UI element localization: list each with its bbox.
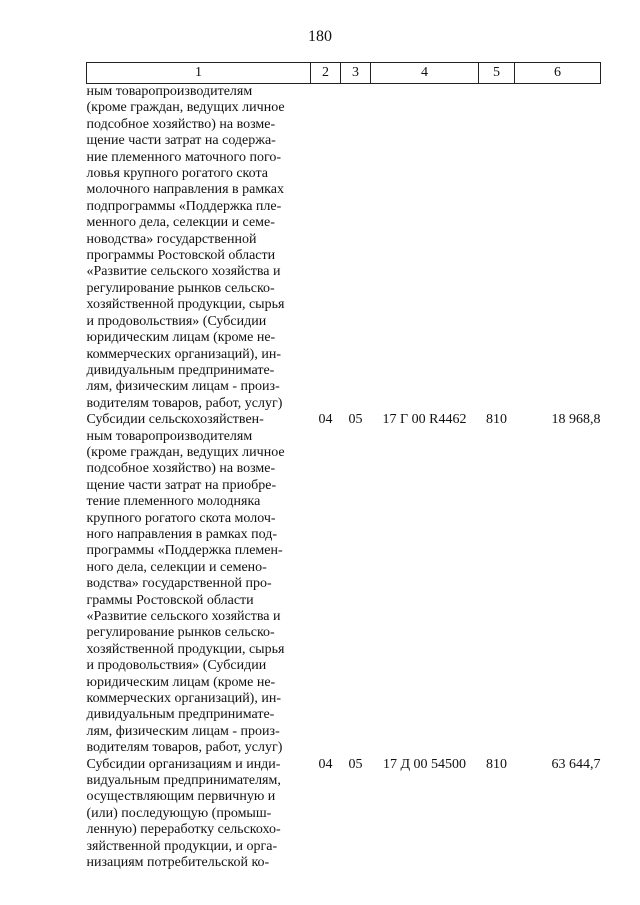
row-subsection-code	[341, 84, 371, 413]
row-amount: 63 644,7	[551, 756, 601, 772]
column-header-6: 6	[515, 63, 601, 84]
column-header-1: 1	[87, 63, 311, 84]
header-row	[87, 63, 601, 84]
row-description: ным товаропроизводителям (кроме граждан, ведущих личное подсобное хозяйство) на возме- щение части затрат на содержа- ние племенного маточного пого- ловья крупного рогатого скота молочного направления в рамках подпрограммы «Поддержка пле- менного дела, селекции и семе- новодства» государственной программы Ростовской области «Развитие сельского хозяйства и регулирование рынков сельско- хозяйственной продукции, сырья и продовольствия» (Субсидии юридическим лицам (кроме не- коммерческих организаций), ин- дивидуальным предпринимате- лям, физическим лицам - произ- водителям товаров, работ, услуг)	[86, 84, 285, 411]
row-section-code: 04	[318, 412, 333, 428]
page-number: 180	[308, 28, 332, 45]
row-target-article: 17 Д 00 54500	[382, 756, 467, 772]
budget-table	[86, 62, 601, 872]
table-row	[87, 757, 601, 872]
row-subsection-code: 05	[348, 412, 363, 428]
row-expense-type: 810	[486, 412, 507, 428]
row-subsection-code: 05	[348, 756, 363, 772]
row-expense-type	[479, 84, 515, 413]
column-header-2: 2	[311, 63, 341, 84]
table-row	[87, 412, 601, 757]
row-description: Субсидии организациям и инди- видуальным предпринимателям, осуществляющим первичную и (или) последующую (промыш- ленную) переработку сельскохо- зяйственной продукции, и орга- низациям потребительской ко-	[86, 756, 281, 871]
column-header-4: 4	[371, 63, 479, 84]
row-target-article: 17 Г 00 R4462	[382, 412, 467, 428]
table-row	[87, 84, 601, 413]
row-target-article	[371, 84, 479, 413]
row-expense-type: 810	[486, 756, 507, 772]
row-amount: 18 968,8	[551, 412, 601, 428]
row-description: Субсидии сельскохозяйствен- ным товаропроизводителям (кроме граждан, ведущих личное подсобное хозяйство) на возме- щение части затрат на приобре- тение племенного молодняка крупного рогатого скота молоч- ного направления в рамках под- программы «Поддержка племен- ного дела, селекции и семено- водства» государственной про- граммы Ростовской области «Развитие сельского хозяйства и регулирование рынков сельско- хозяйственной продукции, сырья и продовольствия» (Субсидии юридическим лицам (кроме не- коммерческих организаций), ин- дивидуальным предпринимате- лям, физическим лицам - произ- водителям товаров, работ, услуг)	[86, 412, 285, 756]
row-amount	[515, 84, 601, 413]
column-header-5: 5	[479, 63, 515, 84]
column-header-3: 3	[341, 63, 371, 84]
row-section-code: 04	[318, 756, 333, 772]
row-section-code	[311, 84, 341, 413]
